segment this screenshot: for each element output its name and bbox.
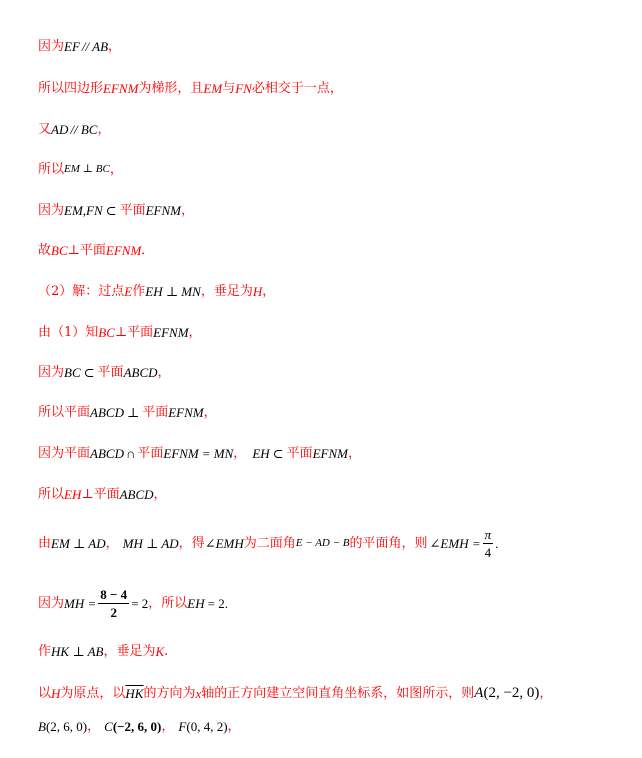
vector-hk: $\overline{HK}$ <box>125 686 144 701</box>
text-line-12: 所以 EH ⊥平面 ABCD ， <box>38 487 167 502</box>
text-line-15: 作 HK ⊥ AB ，垂足为 K . <box>38 644 169 659</box>
text-line-5: 因为 EM , FN ⊂ 平面 EFNM ， <box>38 203 194 218</box>
text-line-17: B (2, 6, 0) ， C (−2, 6, 0) ， F (0, 4, 2) ， <box>38 719 241 734</box>
text-line-8: 由（1）知 BC ⊥平面 EFNM ， <box>38 325 202 340</box>
text-line-7: （2）解：过点 E 作 EH ⊥ MN ，垂足为 H ， <box>38 284 276 299</box>
text-line-16: 以 H 为原点，以 $\overline{HK}$ 的方向为 x 轴的正方向建立空间直角坐标系，如图所示，则 A (2, −2, 0) ， <box>38 685 553 701</box>
text-line-6: 故 BC ⊥ 平面 EFNM ． <box>38 243 155 258</box>
text-line-11: 因为平面 ABCD ∩ 平面 EFNM = MN ， EH ⊂ 平面 EFNM ， <box>38 446 361 461</box>
text-line-10: 所以平面 ABCD ⊥ 平面 EFNM ， <box>38 405 217 420</box>
text-line-4: 所以 EM ⊥ BC ， <box>38 162 123 177</box>
text-line-3: 又 AD // BC ， <box>38 122 111 137</box>
text-line-1: 因为 EF // AB ， <box>38 39 122 54</box>
text-line-9: 因为 BC ⊂ 平面 ABCD ， <box>38 365 171 380</box>
fraction-8-minus-4-over-2: $\frac{8 - 4}{2}$ <box>100 587 128 620</box>
text-line-2: 所以四边形 EFNM 为梯形，且 EM 与 FN 必相交于一点， <box>38 81 343 96</box>
fraction-pi-over-4: $\frac{\pi}{4}$ <box>484 527 492 560</box>
text-line-14: 因为 MH = $\frac{8 - 4}{2}$ = 2 ，所以 EH = 2 . <box>38 587 228 620</box>
text-line-13: 由 EM ⊥ AD ， MH ⊥ AD ，得 ∠EMH 为二面角 E − AD − B 的平面角，则 ∠EMH = $\frac{\pi}{4}$ . <box>38 527 499 560</box>
